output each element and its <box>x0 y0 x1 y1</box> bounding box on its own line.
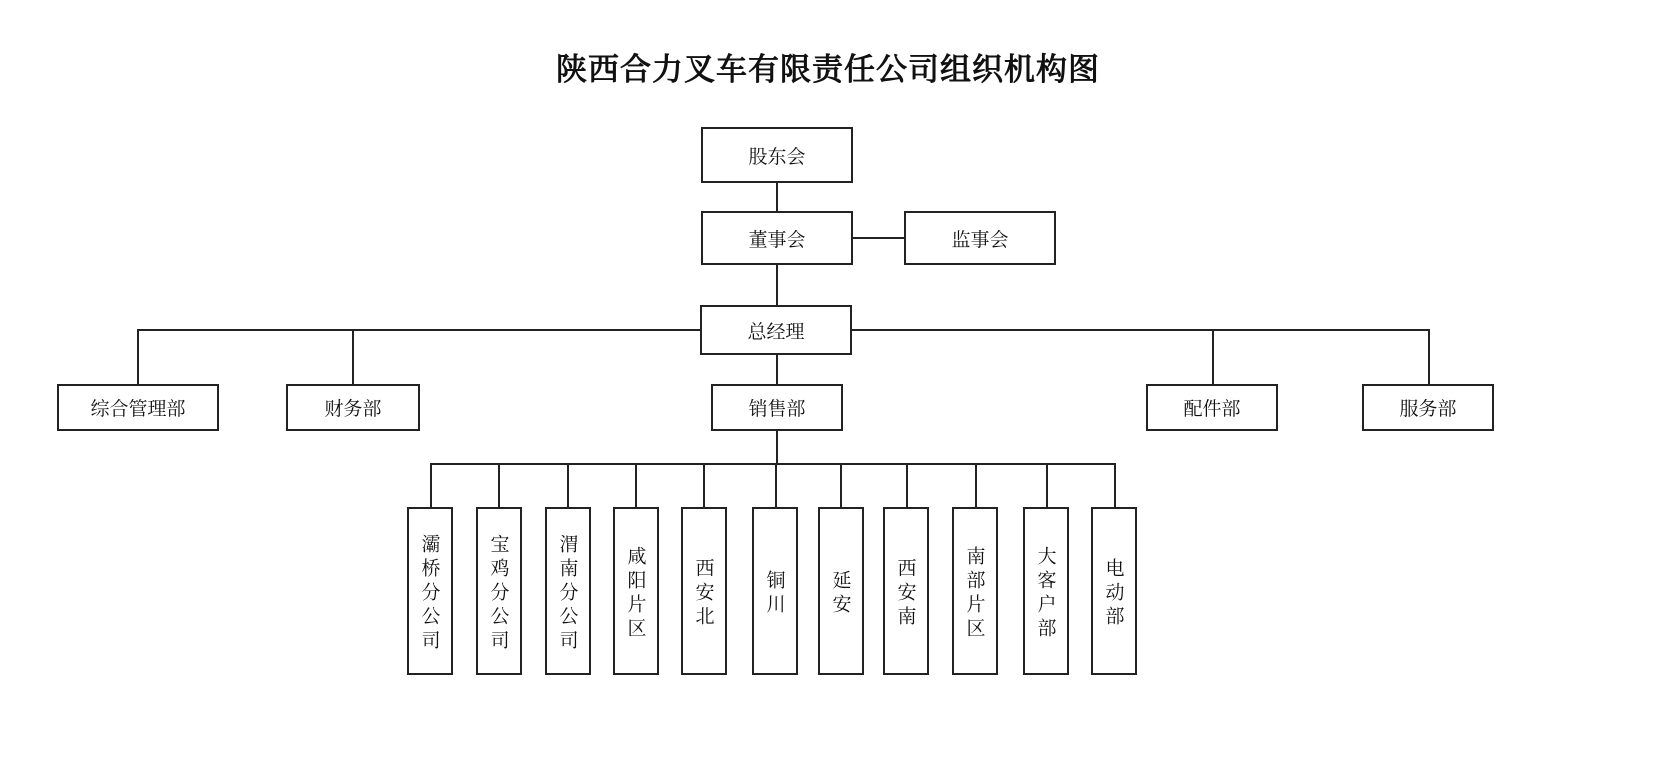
connector-branch-7 <box>840 463 842 507</box>
connector-gm-dept-5 <box>1428 329 1430 384</box>
node-shareholders: 股东会 <box>701 127 853 183</box>
connector-gm-dept-2 <box>352 329 354 384</box>
connector-branch-11 <box>1114 463 1116 507</box>
connector-branch-4 <box>635 463 637 507</box>
node-department-parts: 配件部 <box>1146 384 1278 431</box>
connector-gm-dept-4 <box>1212 329 1214 384</box>
connector-gm-dept-1 <box>137 329 139 384</box>
department-bus-right <box>852 329 1428 331</box>
node-branch-baoji: 宝鸡分公司 <box>476 507 522 675</box>
connector-branch-5 <box>703 463 705 507</box>
node-branch-xian-south: 西安南 <box>883 507 929 675</box>
sales-branch-bus <box>430 463 1115 465</box>
connector-branch-10 <box>1046 463 1048 507</box>
node-department-general-management: 综合管理部 <box>57 384 219 431</box>
page-title: 陕西合力叉车有限责任公司组织机构图 <box>556 52 1100 88</box>
node-department-finance: 财务部 <box>286 384 420 431</box>
node-branch-xianyang: 咸阳片区 <box>613 507 659 675</box>
connector-branch-6 <box>775 463 777 507</box>
connector-gm-dept-3 <box>776 355 778 384</box>
department-bus-left <box>138 329 700 331</box>
node-department-service: 服务部 <box>1362 384 1494 431</box>
connector-branch-9 <box>975 463 977 507</box>
node-branch-electric: 电动部 <box>1091 507 1137 675</box>
node-department-sales: 销售部 <box>711 384 843 431</box>
connector-branch-3 <box>567 463 569 507</box>
node-branch-baqiao: 灞桥分公司 <box>407 507 453 675</box>
node-branch-key-accounts: 大客户部 <box>1023 507 1069 675</box>
node-branch-tongchuan: 铜川 <box>752 507 798 675</box>
node-branch-weinan: 渭南分公司 <box>545 507 591 675</box>
node-branch-southern-area: 南部片区 <box>952 507 998 675</box>
connector-branch-8 <box>906 463 908 507</box>
connector-shareholders-board <box>776 183 778 211</box>
connector-board-gm <box>776 265 778 305</box>
node-general-manager: 总经理 <box>700 305 852 355</box>
connector-branch-1 <box>430 463 432 507</box>
node-supervisors: 监事会 <box>904 211 1056 265</box>
node-branch-yanan: 延安 <box>818 507 864 675</box>
node-branch-xian-north: 西安北 <box>681 507 727 675</box>
node-board: 董事会 <box>701 211 853 265</box>
connector-branch-2 <box>498 463 500 507</box>
connector-board-supervisors <box>853 237 904 239</box>
connector-sales-bus <box>776 431 778 464</box>
